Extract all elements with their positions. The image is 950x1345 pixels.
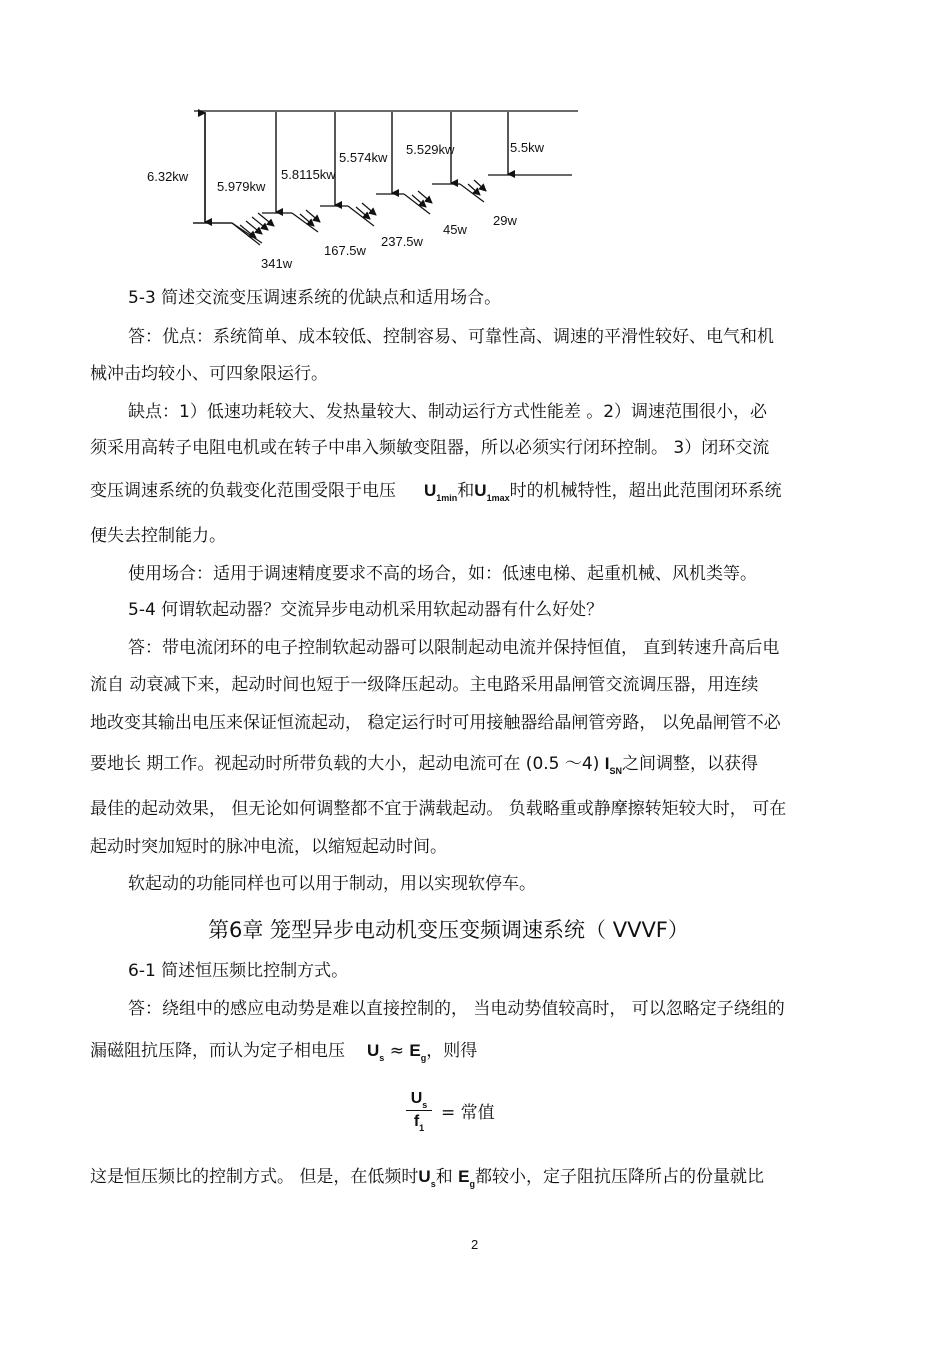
loss-label: 167.5w xyxy=(324,243,366,258)
power-label: 5.979kw xyxy=(217,179,266,194)
power-label: 5.574kw xyxy=(339,150,388,165)
answer-line: 地改变其输出电压来保证恒流起动， 稳定运行时可用接触器给晶闸管旁路， 以免晶闸管不必 xyxy=(90,713,781,733)
power-label: 5.8115kw xyxy=(281,167,336,182)
page-number: 2 xyxy=(471,1237,479,1252)
answer-line: 答：优点：系统简单、成本较低、控制容易、可靠性高、调速的平滑性较好、电气和机 xyxy=(128,327,774,347)
answer-line: 起动时突加短时的脉冲电流，以缩短起动时间。 xyxy=(90,837,447,857)
answer-line: 流自 动衰减下来，起动时间也短于一级降压起动。主电路采用晶闸管交流调压器，用连续 xyxy=(90,675,759,695)
answer-line: 要地长 期工作。视起动时所带负载的大小，起动电流可在 (0.5 ～4) $I_{SN}$之间调整，以获得 xyxy=(90,754,758,776)
answer-line: 答：绕组中的感应电动势是难以直接控制的， 当电动势值较高时， 可以忽略定子绕组的 xyxy=(128,999,785,1019)
question-5-3: 5-3 简述交流变压调速系统的优缺点和适用场合。 xyxy=(128,288,502,308)
answer-line: 软起动的功能同样也可以用于制动，用以实现软停车。 xyxy=(128,874,536,894)
loss-label: 341w xyxy=(261,256,293,271)
power-flow-diagram xyxy=(0,0,950,290)
answer-line: 使用场合：适用于调速精度要求不高的场合，如：低速电梯、起重机械、风机类等。 xyxy=(128,564,757,584)
answer-line: 变压调速系统的负载变化范围受限于电压 $U_{1min}$和$U_{1max}$时的机械特性，超出此范围闭环系统 xyxy=(90,481,782,503)
answer-line: 这是恒压频比的控制方式。 但是，在低频时$U_s$和 $E_g$都较小，定子阻抗压降所占的份量就比 xyxy=(90,1167,764,1189)
formula-equals: = 常值 xyxy=(441,1103,495,1123)
loss-label: 45w xyxy=(443,222,467,237)
chapter-title: 第6章 笼型异步电动机变压变频调速系统（ VVVF） xyxy=(208,918,689,942)
answer-line: 械冲击均较小、可四象限运行。 xyxy=(90,364,328,384)
answer-line: 漏磁阻抗压降，而认为定子相电压 $U_s \approx E_g$，则得 xyxy=(90,1041,478,1063)
formula-fraction: $U_s$ $f_1$ xyxy=(406,1090,432,1131)
question-6-1: 6-1 简述恒压频比控制方式。 xyxy=(128,961,349,981)
answer-line: 须采用高转子电阻电机或在转子中串入频敏变阻器，所以必须实行闭环控制。 3）闭环交流 xyxy=(90,438,770,458)
answer-line: 缺点：1）低速功耗较大、发热量较大、制动运行方式性能差 。2）调速范围很小，必 xyxy=(128,402,768,422)
power-label: 5.529kw xyxy=(406,142,455,157)
question-5-4: 5-4 何谓软起动器？交流异步电动机采用软起动器有什么好处？ xyxy=(128,600,604,620)
power-label: 6.32kw xyxy=(147,169,189,184)
answer-line: 最佳的起动效果， 但无论如何调整都不宜于满载起动。 负载略重或静摩擦转矩较大时， 可在 xyxy=(90,799,787,819)
answer-line: 答：带电流闭环的电子控制软起动器可以限制起动电流并保持恒值， 直到转速升高后电 xyxy=(128,638,780,658)
answer-line: 便失去控制能力。 xyxy=(90,526,226,546)
loss-label: 29w xyxy=(493,213,517,228)
power-label: 5.5kw xyxy=(510,140,544,155)
loss-label: 237.5w xyxy=(381,234,423,249)
